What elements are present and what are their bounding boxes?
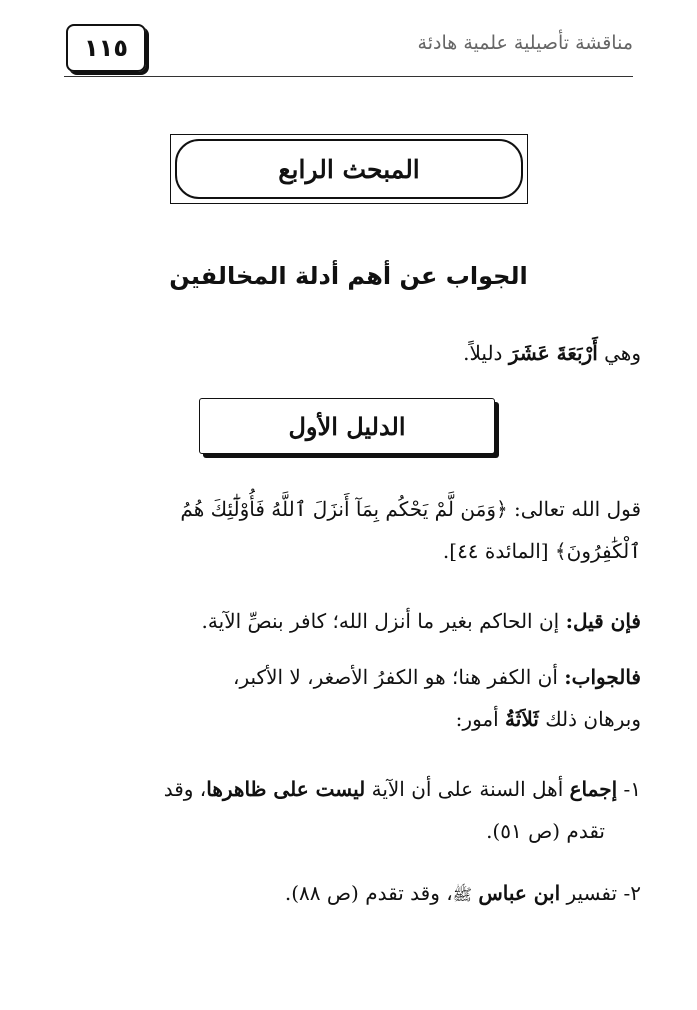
point-2-honorific: ﷺ <box>452 885 472 904</box>
page-number: ١١٥ <box>84 34 128 62</box>
objection-label: فإن قيل: <box>565 609 641 633</box>
answer-line-1 <box>56 656 641 698</box>
list-item <box>56 872 641 916</box>
point-1-line-1 <box>56 768 641 810</box>
intro-line <box>56 332 641 374</box>
point-1-text-2: ، وقد <box>163 777 207 801</box>
answer-line2-prefix: وبرهان ذلك <box>545 707 641 731</box>
running-title: مناقشة تأصيلية علمية هادئة <box>417 32 633 54</box>
point-2-text-2: ، وقد تقدم (ص ٨٨). <box>284 881 453 905</box>
point-1-line-2: تقدم (ص ٥١). <box>486 819 605 843</box>
header-rule <box>64 76 633 77</box>
main-heading: الجواب عن أهم أدلة المخالفين <box>169 262 528 290</box>
point-1-text-1: أهل السنة على أن الآية <box>371 777 564 801</box>
point-2-bold-1: ابن عباس <box>478 881 561 905</box>
evidence-title: الدليل الأول <box>288 411 406 441</box>
section-title: المبحث الرابع <box>175 139 523 199</box>
verse-line-1: قول الله تعالى: ﴿وَمَن لَّمْ يَحْكُم بِمَآ أَنزَلَ ٱللَّهُ فَأُوْلَٰٓئِكَ هُمُ <box>180 497 641 521</box>
list-item <box>56 768 641 852</box>
answer-text: أن الكفر هنا؛ هو الكفرُ الأصغر، لا الأكبر، <box>233 665 558 689</box>
verse-line-2: ٱلْكَٰفِرُونَ﴾ [المائدة ٤٤]. <box>442 539 641 563</box>
answer-paragraph <box>56 656 641 740</box>
point-2-text-1: تفسير <box>566 881 618 905</box>
point-1-number: ١- <box>623 777 641 801</box>
evidence-title-box <box>199 398 495 454</box>
section-title-frame <box>170 134 528 204</box>
answer-label: فالجواب: <box>564 665 641 689</box>
objection-text: إن الحاكم بغير ما أنزل الله؛ كافر بنصِّ الآية. <box>201 609 560 633</box>
intro-suffix: دليلاً. <box>463 341 503 365</box>
point-1-bold-2: ليست على ظاهرها <box>206 777 366 801</box>
intro-prefix: وهي <box>604 341 641 365</box>
objection-paragraph <box>56 600 641 642</box>
answer-line2-suffix: أمور: <box>455 707 499 731</box>
point-2-number: ٢- <box>623 881 641 905</box>
answer-line-2 <box>56 698 641 740</box>
point-1-bold-1: إجماع <box>569 777 618 801</box>
verse-paragraph <box>56 488 641 572</box>
intro-count: أَرْبَعَةَ عَشَرَ <box>508 341 598 365</box>
answer-line2-count: ثَلاَثَةُ <box>505 707 539 731</box>
page-number-box <box>66 24 146 72</box>
